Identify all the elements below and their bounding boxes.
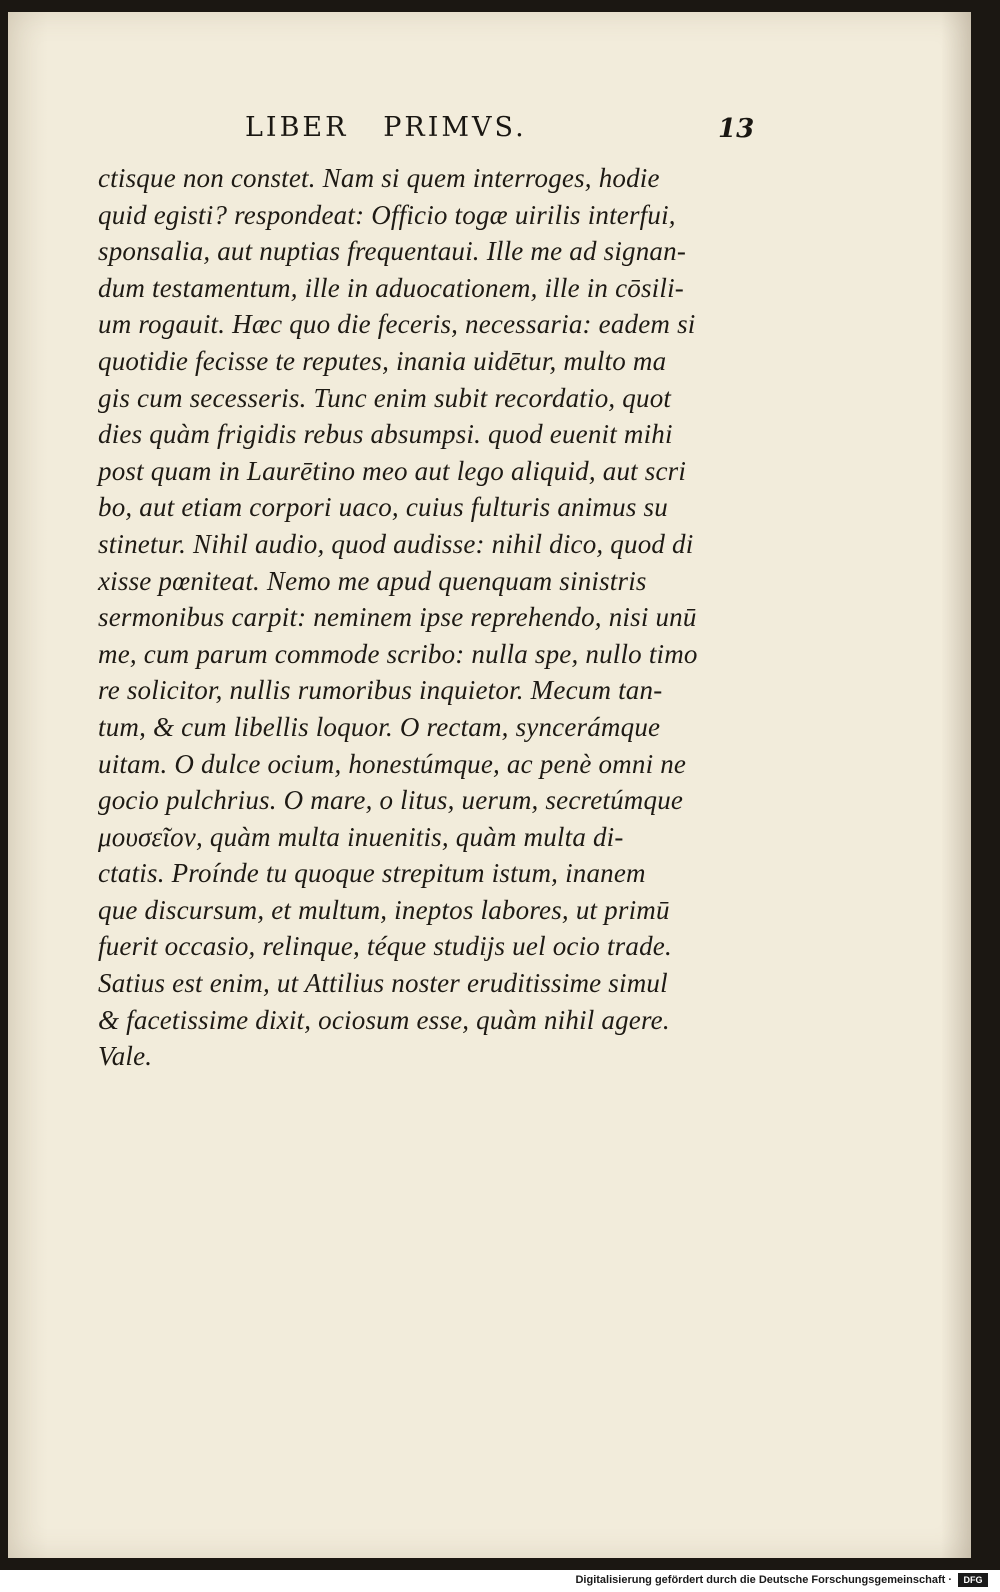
page-number: 13 [718, 114, 755, 144]
running-head [8, 112, 971, 152]
text-line: sponsalia, aut nuptias frequentaui. Ille me ad signan- [98, 236, 687, 267]
text-line: post quam in Laurētino meo aut lego aliquid, aut scri [98, 455, 687, 486]
dfg-logo: DFG [958, 1573, 988, 1587]
text-line: dum testamentum, ille in aduocationem, ille in cōsili- [98, 272, 684, 303]
text-line: xisse pœniteat. Nemo me apud quenquam sinistris [98, 565, 647, 596]
text-line: sermonibus carpit: neminem ipse reprehendo, nisi unū [98, 602, 697, 633]
text-line: μουσεῖον, quàm multa inuenitis, quàm multa di- [98, 821, 624, 852]
text-line: Satius est enim, ut Attilius noster eruditissime simul [98, 968, 668, 999]
text-line: um rogauit. Hæc quo die feceris, necessaria: eadem si [98, 309, 696, 340]
footer-bar [0, 1570, 1000, 1592]
text-line: quotidie fecisse te reputes, inania uidētur, multo ma [98, 345, 667, 376]
text-line: re solicitor, nullis rumoribus inquietor. Mecum tan- [98, 675, 663, 706]
text-line: gis cum secesseris. Tunc enim subit recordatio, quot [98, 382, 672, 413]
text-line: & facetissime dixit, ociosum esse, quàm nihil agere. [98, 1004, 670, 1035]
text-line: quid egisti? respondeat: Officio togæ uirilis interfui, [98, 199, 676, 230]
book-page [8, 12, 971, 1558]
text-line: me, cum parum commode scribo: nulla spe, nullo timo [98, 638, 698, 669]
running-head-title: LIBER PRIMVS. [245, 112, 527, 143]
text-line: ctatis. Proínde tu quoque strepitum istum, inanem [98, 858, 646, 889]
text-line: gocio pulchrius. O mare, o litus, uerum, secretúmque [98, 785, 684, 816]
footer-credit: Digitalisierung gefördert durch die Deutsche Forschungsgemeinschaft · [575, 1574, 952, 1586]
text-line: tum, & cum libellis loquor. O rectam, syncerámque [98, 711, 661, 742]
text-line: ctisque non constet. Nam si quem interroges, hodie [98, 163, 660, 193]
text-line: bo, aut etiam corpori uaco, cuius fulturis animus su [98, 492, 668, 523]
text-line: dies quàm frigidis rebus absumpsi. quod euenit mihi [98, 419, 673, 450]
text-line: Vale. [98, 1041, 153, 1072]
text-line: uitam. O dulce ocium, honestúmque, ac penè omni ne [98, 748, 687, 779]
body-text [98, 160, 778, 1075]
text-line: que discursum, et multum, ineptos labores, ut primū [98, 894, 670, 925]
text-line: stinetur. Nihil audio, quod audisse: nihil dico, quod di [98, 528, 694, 559]
text-line: fuerit occasio, relinque, téque studijs uel ocio trade. [98, 931, 672, 962]
